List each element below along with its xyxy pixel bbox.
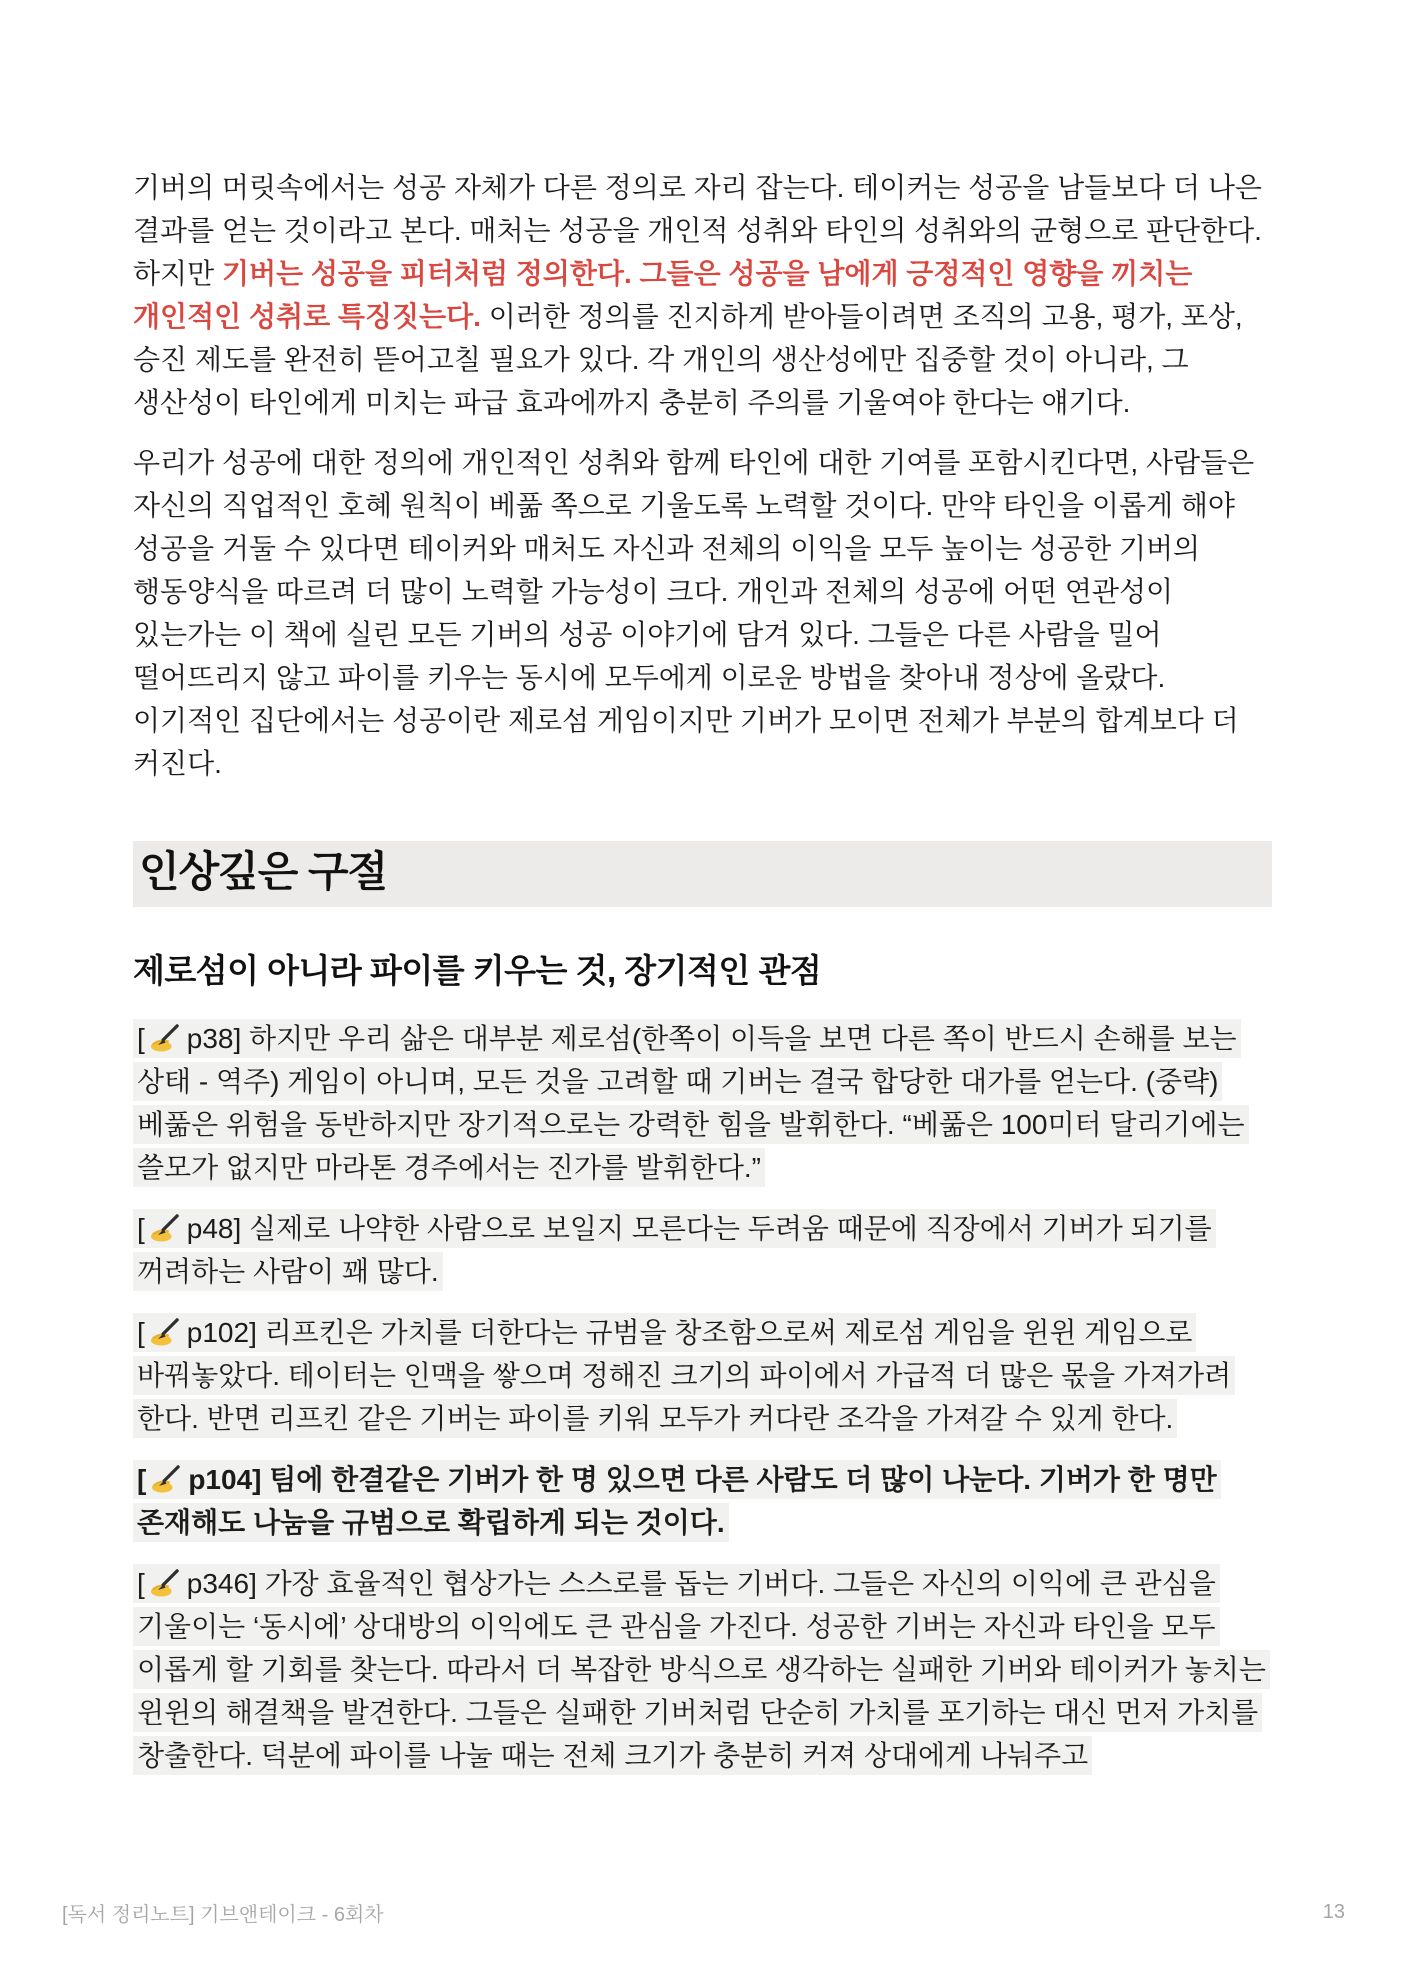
writing-hand-icon <box>149 1318 181 1346</box>
footer-document-title: [독서 정리노트] 기브앤테이크 - 6회차 <box>62 1904 384 1926</box>
paragraph-text: 이러한 정의를 진지하게 받아들이려면 조직의 고용, 평가, 포상, 승진 제도를 완전히 뜯어고칠 필요가 있다. 각 개인의 생산성에만 집중할 것이 아니라, 그 생산성이 타인에게 미치는 파급 효과에까지 충분히 주의를 기울여야 한다는 얘기다. <box>133 301 1243 418</box>
writing-hand-icon <box>149 1024 181 1052</box>
subsection-heading: 제로섬이 아니라 파이를 키우는 것, 장기적인 관점 <box>133 952 822 989</box>
quote-p102 <box>133 1311 1272 1440</box>
quote-text: 하지만 우리 삶은 대부분 제로섬(한쪽이 이득을 보면 다른 쪽이 반드시 손해를 보는 상태 - 역주) 게임이 아니며, 모든 것을 고려할 때 기버는 결국 합당한 대가를 얻는다. (중략) 베풂은 위험을 동반하지만 장기적으로는 강력한 힘을 발휘한다. “베풂은 100미터 달리기에는 쓸모가 없지만 마라톤 경주에서는 진가를 발휘한다.” <box>137 1023 1245 1183</box>
quote-page-ref: p38] <box>186 1023 242 1054</box>
section-heading: 인상깊은 구절 <box>139 848 388 895</box>
quote-p38 <box>133 1017 1272 1189</box>
quote-text: 실제로 나약한 사람으로 보일지 모른다는 두려움 때문에 직장에서 기버가 되기를 꺼려하는 사람이 꽤 많다. <box>137 1213 1212 1287</box>
quote-page-ref: p104] <box>188 1464 262 1495</box>
quote-page-ref: p346] <box>186 1568 257 1599</box>
quote-p104 <box>133 1458 1272 1544</box>
quote-page-ref: p102] <box>186 1317 257 1348</box>
document-page <box>133 0 1272 1795</box>
paragraph-success-definition <box>133 166 1272 424</box>
quote-bracket: [ <box>137 1464 147 1495</box>
highlighted-red-sentence: 기버는 성공을 피터처럼 정의한다. 그들은 성공을 남에게 긍정적인 영향을 끼치는 개인적인 성취로 특징짓는다. <box>133 258 1193 332</box>
writing-hand-icon <box>150 1465 182 1493</box>
quote-text: 팀에 한결같은 기버가 한 명 있으면 다른 사람도 더 많이 나눈다. 기버가 한 명만 존재해도 나눔을 규범으로 확립하게 되는 것이다. <box>137 1464 1217 1538</box>
section-heading-bar <box>133 841 1272 907</box>
quote-bracket: [ <box>137 1568 145 1599</box>
quote-p346 <box>133 1562 1272 1777</box>
quote-text: 가장 효율적인 협상가는 스스로를 돕는 기버다. 그들은 자신의 이익에 큰 관심을 기울이는 ‘동시에’ 상대방의 이익에도 큰 관심을 가진다. 성공한 기버는 자신과 타인을 모두 이롭게 할 기회를 찾는다. 따라서 더 복잡한 방식으로 생각하는 실패한 기버와 테이커가 놓치는 윈윈의 해결책을 발견한다. 그들은 실패한 기버처럼 단순히 가치를 포기하는 대신 먼저 가치를 창출한다. 덕분에 파이를 나눌 때는 전체 크기가 충분히 커져 상대에게 나눠주고 <box>137 1568 1266 1771</box>
quote-p48 <box>133 1207 1272 1293</box>
quote-text: 리프킨은 가치를 더한다는 규범을 창조함으로써 제로섬 게임을 윈윈 게임으로 바꿔놓았다. 테이터는 인맥을 쌓으며 정해진 크기의 파이에서 가급적 더 많은 몫을 가져가려 한다. 반면 리프킨 같은 기버는 파이를 키워 모두가 커다란 조각을 가져갈 수 있게 한다. <box>137 1317 1232 1434</box>
page-footer <box>62 1898 1345 1927</box>
quote-bracket: [ <box>137 1023 145 1054</box>
paragraph-contribution: 우리가 성공에 대한 정의에 개인적인 성취와 함께 타인에 대한 기여를 포함시킨다면, 사람들은 자신의 직업적인 호혜 원칙이 베풂 쪽으로 기울도록 노력할 것이다. 만약 타인을 이롭게 해야 성공을 거둘 수 있다면 테이커와 매처도 자신과 전체의 이익을 모두 높이는 성공한 기버의 행동양식을 따르려 더 많이 노력할 가능성이 크다. 개인과 전체의 성공에 어떤 연관성이 있는가는 이 책에 실린 모든 기버의 성공 이야기에 담겨 있다. 그들은 다른 사람을 밀어 떨어뜨리지 않고 파이를 키우는 동시에 모두에게 이로운 방법을 찾아내 정상에 올랐다. 이기적인 집단에서는 성공이란 제로섬 게임이지만 기버가 모이면 전체가 부분의 합계보다 더 커진다. <box>133 447 1255 779</box>
footer-page-number: 13 <box>1322 1901 1345 1923</box>
writing-hand-icon <box>149 1214 181 1242</box>
quote-bracket: [ <box>137 1213 145 1244</box>
quote-bracket: [ <box>137 1317 145 1348</box>
quote-page-ref: p48] <box>186 1213 242 1244</box>
writing-hand-icon <box>149 1569 181 1597</box>
paragraph-text: 기버의 머릿속에서는 성공 자체가 다른 정의로 자리 잡는다. 테이커는 성공을 남들보다 더 나은 결과를 얻는 것이라고 본다. 매처는 성공을 개인적 성취와 타인의 성취와의 균형으로 판단한다. 하지만 <box>133 172 1262 289</box>
